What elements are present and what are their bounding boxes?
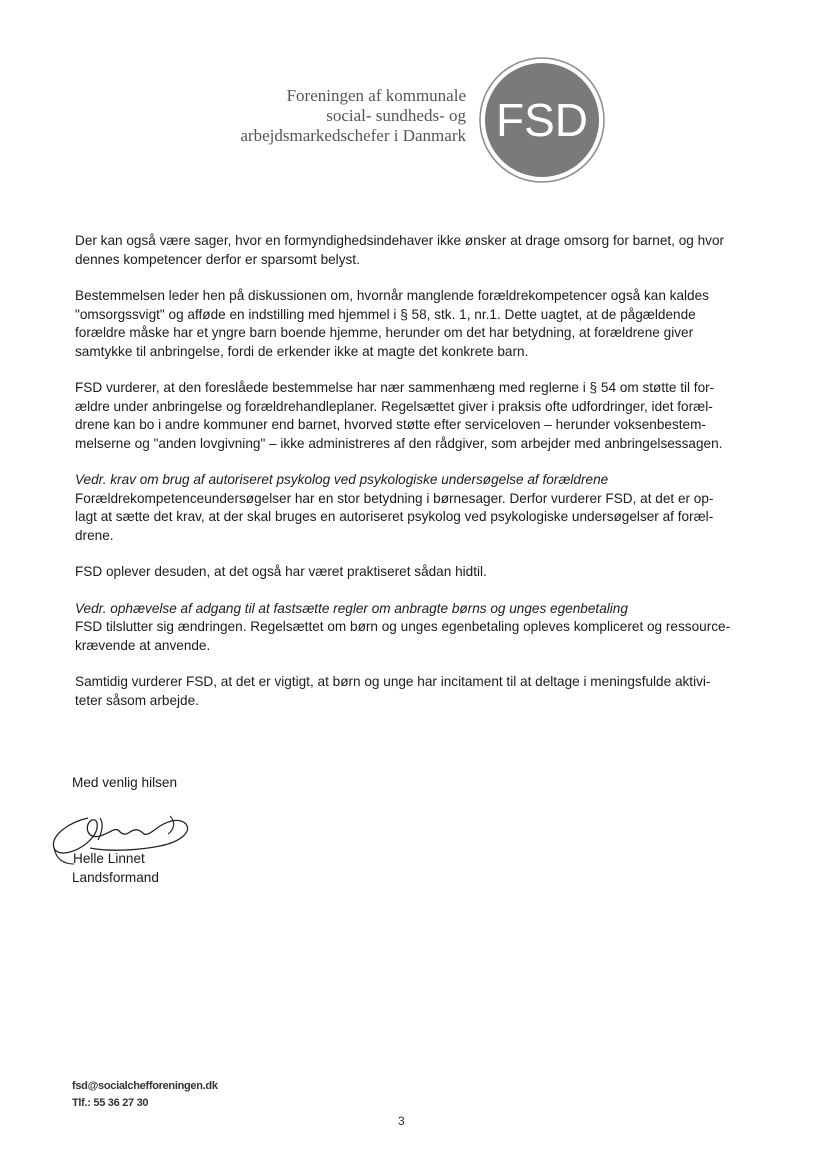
paragraph-4 bbox=[75, 471, 745, 545]
paragraph-line: dennes kompetencer derfor er sparsomt belyst. bbox=[75, 251, 360, 267]
org-name-line-3: arbejdsmarkedschefer i Danmark bbox=[240, 126, 466, 145]
paragraph-line: Der kan også være sager, hvor en formyndighedsindehaver ikke ønsker at drage omsorg for barnet, og hvor bbox=[75, 233, 725, 248]
section-heading-self-payment: Vedr. ophævelse af adgang til at fastsætte regler om anbragte børns og unges egenbetaling bbox=[75, 600, 628, 616]
signer-title: Landsformand bbox=[72, 870, 159, 885]
paragraph-1 bbox=[75, 232, 745, 269]
closing-greeting: Med venlig hilsen bbox=[72, 775, 178, 790]
logo-text: FSD bbox=[496, 94, 588, 146]
paragraph-line: Bestemmelsen leder hen på diskussionen om, hvornår manglende forældrekompetencer også kan kaldes bbox=[75, 288, 709, 303]
org-name-line-1: Foreningen af kommunale bbox=[286, 86, 466, 105]
paragraph-line: melserne og "anden lovgivning" – ikke administreres af den rådgiver, som arbejder med anbringelsessagen. bbox=[75, 435, 723, 451]
paragraph-7 bbox=[75, 673, 745, 710]
paragraph-line: FSD oplever desuden, at det også har været praktiseret sådan hidtil. bbox=[75, 564, 487, 579]
paragraph-line: drene. bbox=[75, 527, 114, 543]
footer-email: fsd@socialchefforeningen.dk bbox=[72, 1080, 218, 1092]
paragraph-line: forældre måske har et yngre barn boende hjemme, herunder om det har betydning, at forældrene giver bbox=[75, 325, 694, 340]
footer-phone: Tlf.: 55 36 27 30 bbox=[72, 1097, 149, 1109]
paragraph-line: FSD vurderer, at den foreslåede bestemmelse har nær sammenhæng med reglerne i § 54 om støtte til for- bbox=[75, 380, 715, 395]
paragraph-line: teter såsom arbejde. bbox=[75, 692, 199, 708]
paragraph-line: lagt at sætte det krav, at der skal bruges en autoriseret psykolog ved psykologiske undersøgelser af foræl- bbox=[75, 509, 714, 524]
paragraph-5 bbox=[75, 563, 745, 582]
paragraph-line: Forældrekompetenceundersøgelser har en stor betydning i børnesager. Derfor vurderer FSD, at det er op- bbox=[75, 490, 714, 506]
signer-name: Helle Linnet bbox=[73, 851, 145, 866]
page-number: 3 bbox=[398, 1114, 405, 1128]
paragraph-line: ældre under anbringelse og forældrehandleplaner. Regelsættet giver i praksis ofte udfordringer, idet foræl- bbox=[75, 398, 713, 414]
letter-body bbox=[75, 232, 745, 728]
paragraph-line: "omsorgssvigt" og afføde en indstilling med hjemmel i § 58, stk. 1, nr.1. Dette uagtet, at de pågældende bbox=[75, 306, 696, 322]
section-heading-psychologist: Vedr. krav om brug af autoriseret psykolog ved psykologiske undersøgelse af forældrene bbox=[75, 472, 609, 487]
organization-name bbox=[240, 86, 466, 146]
paragraph-3 bbox=[75, 379, 745, 453]
org-name-line-2: social- sundheds- og bbox=[326, 106, 466, 125]
paragraph-6 bbox=[75, 600, 745, 656]
paragraph-line: krævende at anvende. bbox=[75, 637, 211, 653]
fsd-logo bbox=[478, 56, 606, 184]
paragraph-line: samtykke til anbringelse, fordi de erkender ikke at magte det konkrete barn. bbox=[75, 343, 529, 359]
paragraph-line: FSD tilslutter sig ændringen. Regelsættet om børn og unges egenbetaling opleves kompliceret og ressource- bbox=[75, 619, 731, 634]
paragraph-2 bbox=[75, 287, 745, 361]
paragraph-line: Samtidig vurderer FSD, at det er vigtigt, at børn og unge har incitament til at deltage i meningsfulde aktivi- bbox=[75, 674, 711, 689]
footer-contact bbox=[72, 1078, 218, 1112]
paragraph-line: drene kan bo i andre kommuner end barnet, hvorved støtte efter serviceloven – herunder voksenbestem- bbox=[75, 417, 706, 432]
